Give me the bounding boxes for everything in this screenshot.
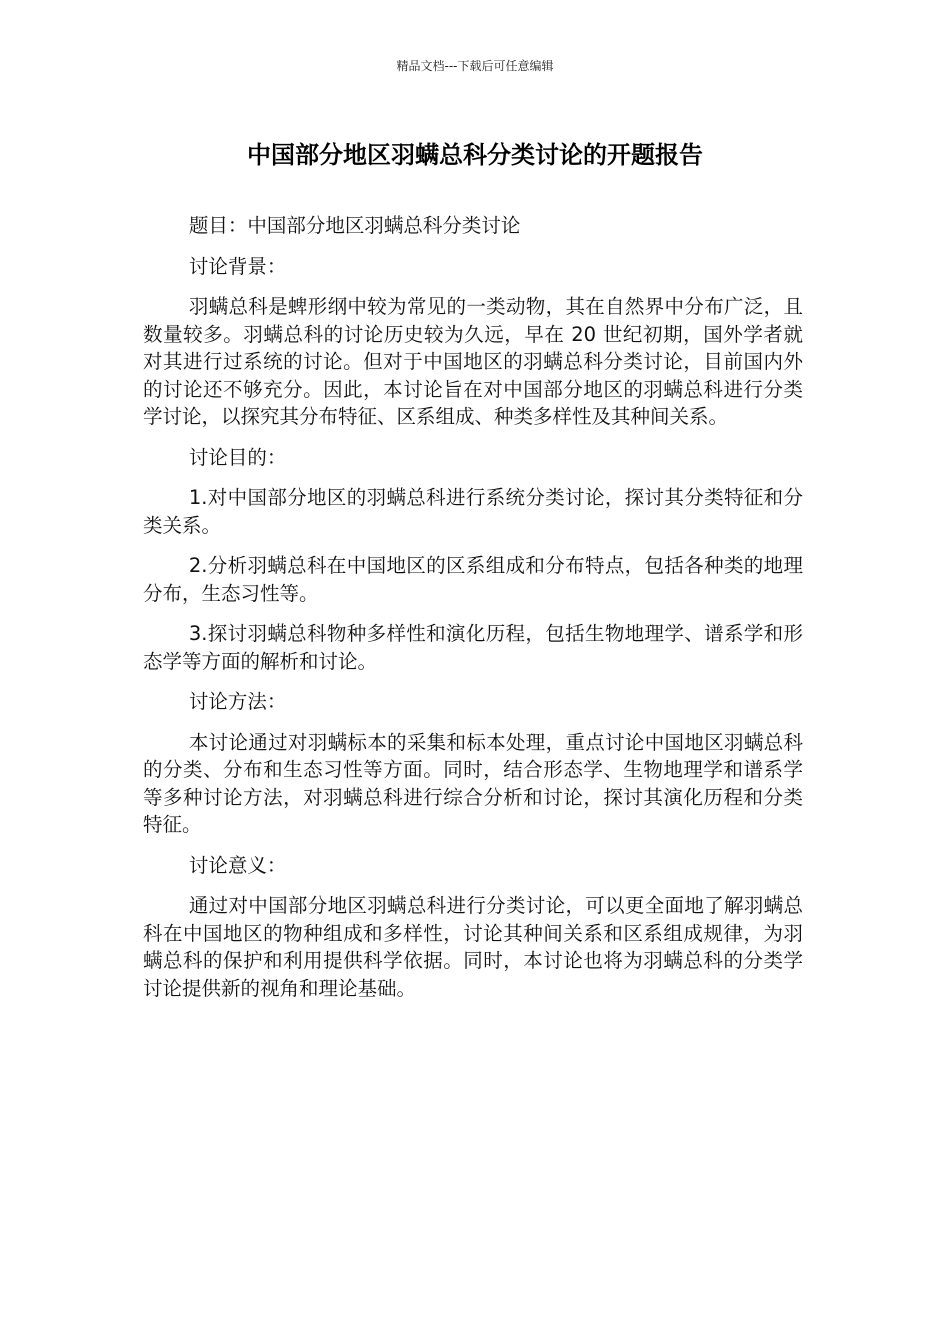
paragraph-purpose-2: 2.分析羽螨总科在中国地区的区系组成和分布特点，包括各种类的地理分布，生态习性等。 <box>143 554 803 605</box>
paragraph-background: 羽螨总科是蜱形纲中较为常见的一类动物，其在自然界中分布广泛，且数量较多。羽螨总科的讨论历史较为久远，早在 20 世纪初期，国外学者就对其进行过系统的讨论。但对于中国地区的羽螨总科分类讨论，目前国内外的讨论还不够充分。因此，本讨论旨在对中国部分地区的羽螨总科进行分类学讨论，以探究其分布特征、区系组成、种类多样性及其种间关系。 <box>143 295 803 428</box>
paragraph-purpose-1: 1.对中国部分地区的羽螨总科进行系统分类讨论，探讨其分类特征和分类关系。 <box>143 486 803 537</box>
paragraph-purpose-3: 3.探讨羽螨总科物种多样性和演化历程，包括生物地理学、谱系学和形态学等方面的解析和讨论。 <box>143 622 803 673</box>
paragraph-significance: 通过对中国部分地区羽螨总科进行分类讨论，可以更全面地了解羽螨总科在中国地区的物种组成和多样性，讨论其种间关系和区系组成规律，为羽螨总科的保护和利用提供科学依据。同时，本讨论也将为羽螨总科的分类学讨论提供新的视角和理论基础。 <box>143 894 803 1000</box>
document-body <box>143 212 803 1015</box>
paragraph-topic: 题目：中国部分地区羽螨总科分类讨论 <box>188 214 521 237</box>
heading-purpose: 讨论目的： <box>188 445 287 469</box>
heading-background: 讨论背景： <box>188 254 287 278</box>
heading-significance: 讨论意义： <box>188 853 287 877</box>
page-title: 中国部分地区羽螨总科分类讨论的开题报告 <box>247 141 703 169</box>
heading-method: 讨论方法： <box>188 690 287 713</box>
paragraph-method: 本讨论通过对羽螨标本的采集和标本处理，重点讨论中国地区羽螨总科的分类、分布和生态习性等方面。同时，结合形态学、生物地理学和谱系学等多种讨论方法，对羽螨总科进行综合分析和讨论，探讨其演化历程和分类特征。 <box>143 730 803 836</box>
header-note: 精品文档---下载后可任意编辑 <box>396 59 554 73</box>
